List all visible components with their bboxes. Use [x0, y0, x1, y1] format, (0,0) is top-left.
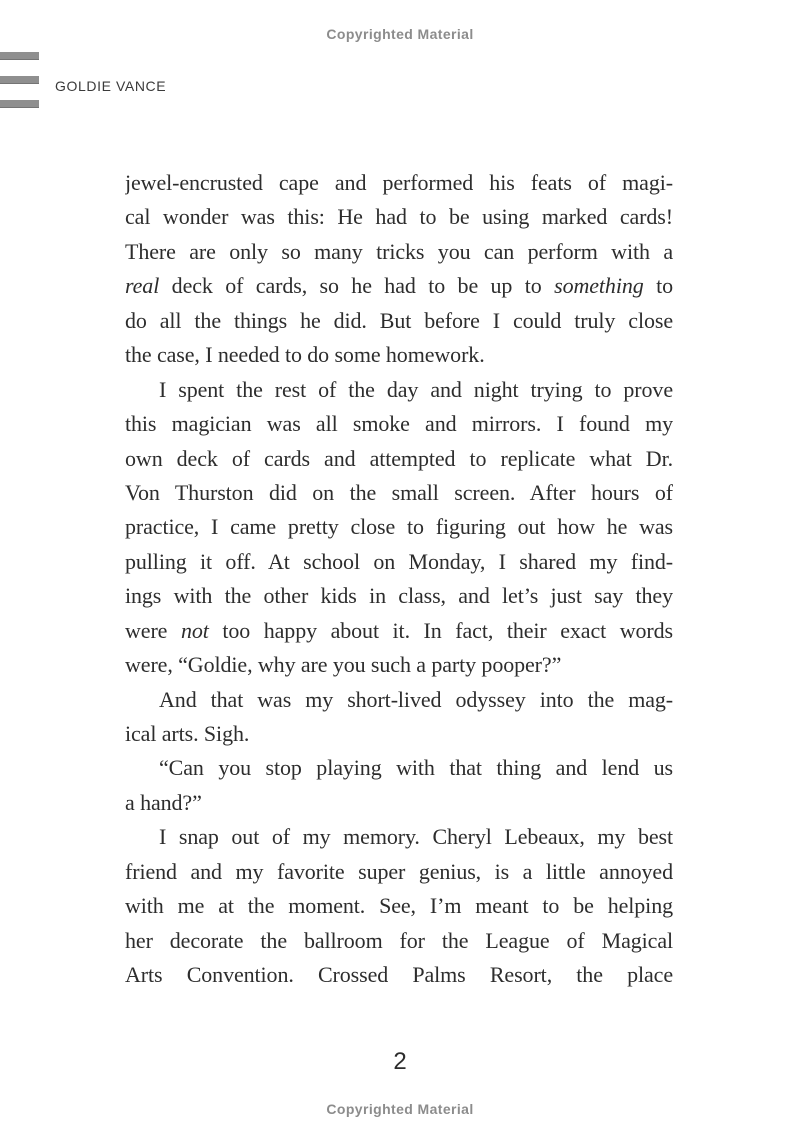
body-text — [125, 166, 673, 993]
copyright-notice-top: Copyrighted Material — [326, 26, 474, 42]
page-number: 2 — [393, 1048, 407, 1075]
text-segment: ical arts. Sigh. — [125, 721, 250, 746]
text-segment: pulling it off. At school on Monday, I shared my find- — [125, 548, 673, 574]
text-segment: do all the things he did. But before I could truly close — [125, 307, 673, 333]
text-segment: this magician was all smoke and mirrors. I found my — [125, 411, 673, 437]
text-line — [125, 889, 673, 923]
text-line — [125, 200, 673, 234]
running-header-title: GOLDIE VANCE — [55, 78, 167, 94]
text-segment: practice, I came pretty close to figuring out how he was — [125, 514, 673, 540]
italic-text-segment: not — [180, 617, 209, 643]
header-decoration-bar — [0, 52, 39, 60]
text-line — [125, 476, 673, 510]
text-segment: cal wonder was this: He had to be using marked cards! — [125, 204, 673, 230]
text-line — [125, 924, 673, 958]
italic-text-segment: real — [125, 273, 160, 299]
text-segment: to — [643, 273, 673, 299]
text-segment: deck of cards, so he had to be up to — [159, 273, 555, 299]
text-segment: with me at the moment. See, I’m meant to be helping — [125, 893, 673, 919]
text-line — [125, 786, 673, 820]
text-line — [125, 510, 673, 544]
text-segment: Arts Convention. Crossed Palms Resort, the place — [125, 962, 673, 988]
text-line — [125, 648, 673, 682]
text-segment: I snap out of my memory. Cheryl Lebeaux, my best — [159, 824, 673, 850]
text-segment: I spent the rest of the day and night trying to prove — [159, 376, 673, 402]
text-line — [125, 338, 673, 372]
text-line — [125, 373, 673, 407]
text-segment: were — [125, 617, 181, 643]
text-line — [125, 442, 673, 476]
text-line — [125, 235, 673, 269]
text-segment: friend and my favorite super genius, is a little annoyed — [125, 858, 673, 884]
text-segment: ings with the other kids in class, and let’s just say they — [125, 583, 673, 609]
text-segment: own deck of cards and attempted to replicate what Dr. — [125, 445, 673, 471]
text-line — [125, 407, 673, 441]
text-line — [125, 269, 673, 303]
text-line — [125, 717, 673, 751]
text-segment: a hand?” — [125, 789, 202, 815]
text-segment: were, “Goldie, why are you such a party pooper?” — [125, 652, 562, 678]
italic-text-segment: something — [554, 273, 644, 299]
text-segment: her decorate the ballroom for the League of Magical — [125, 927, 673, 953]
text-line — [125, 579, 673, 613]
text-line — [125, 751, 673, 785]
text-segment: jewel-encrusted cape and performed his feats of magi- — [125, 170, 673, 195]
text-line — [125, 166, 673, 200]
text-segment: the case, I needed to do some homework. — [125, 342, 485, 368]
header-decoration-bar — [0, 76, 39, 84]
text-line — [125, 545, 673, 579]
text-line — [125, 304, 673, 338]
text-segment: Von Thurston did on the small screen. After hours of — [125, 479, 673, 505]
text-segment: And that was my short-lived odyssey into the mag- — [159, 686, 673, 712]
text-line — [125, 614, 673, 648]
text-segment: “Can you stop playing with that thing and lend us — [159, 755, 673, 781]
text-segment: There are only so many tricks you can perform with a — [125, 238, 673, 264]
text-line — [125, 958, 673, 992]
header-decoration-bar — [0, 100, 39, 108]
text-line — [125, 820, 673, 854]
copyright-notice-bottom: Copyrighted Material — [326, 1101, 474, 1117]
text-segment: too happy about it. In fact, their exact words — [208, 617, 673, 643]
text-line — [125, 683, 673, 717]
text-line — [125, 855, 673, 889]
